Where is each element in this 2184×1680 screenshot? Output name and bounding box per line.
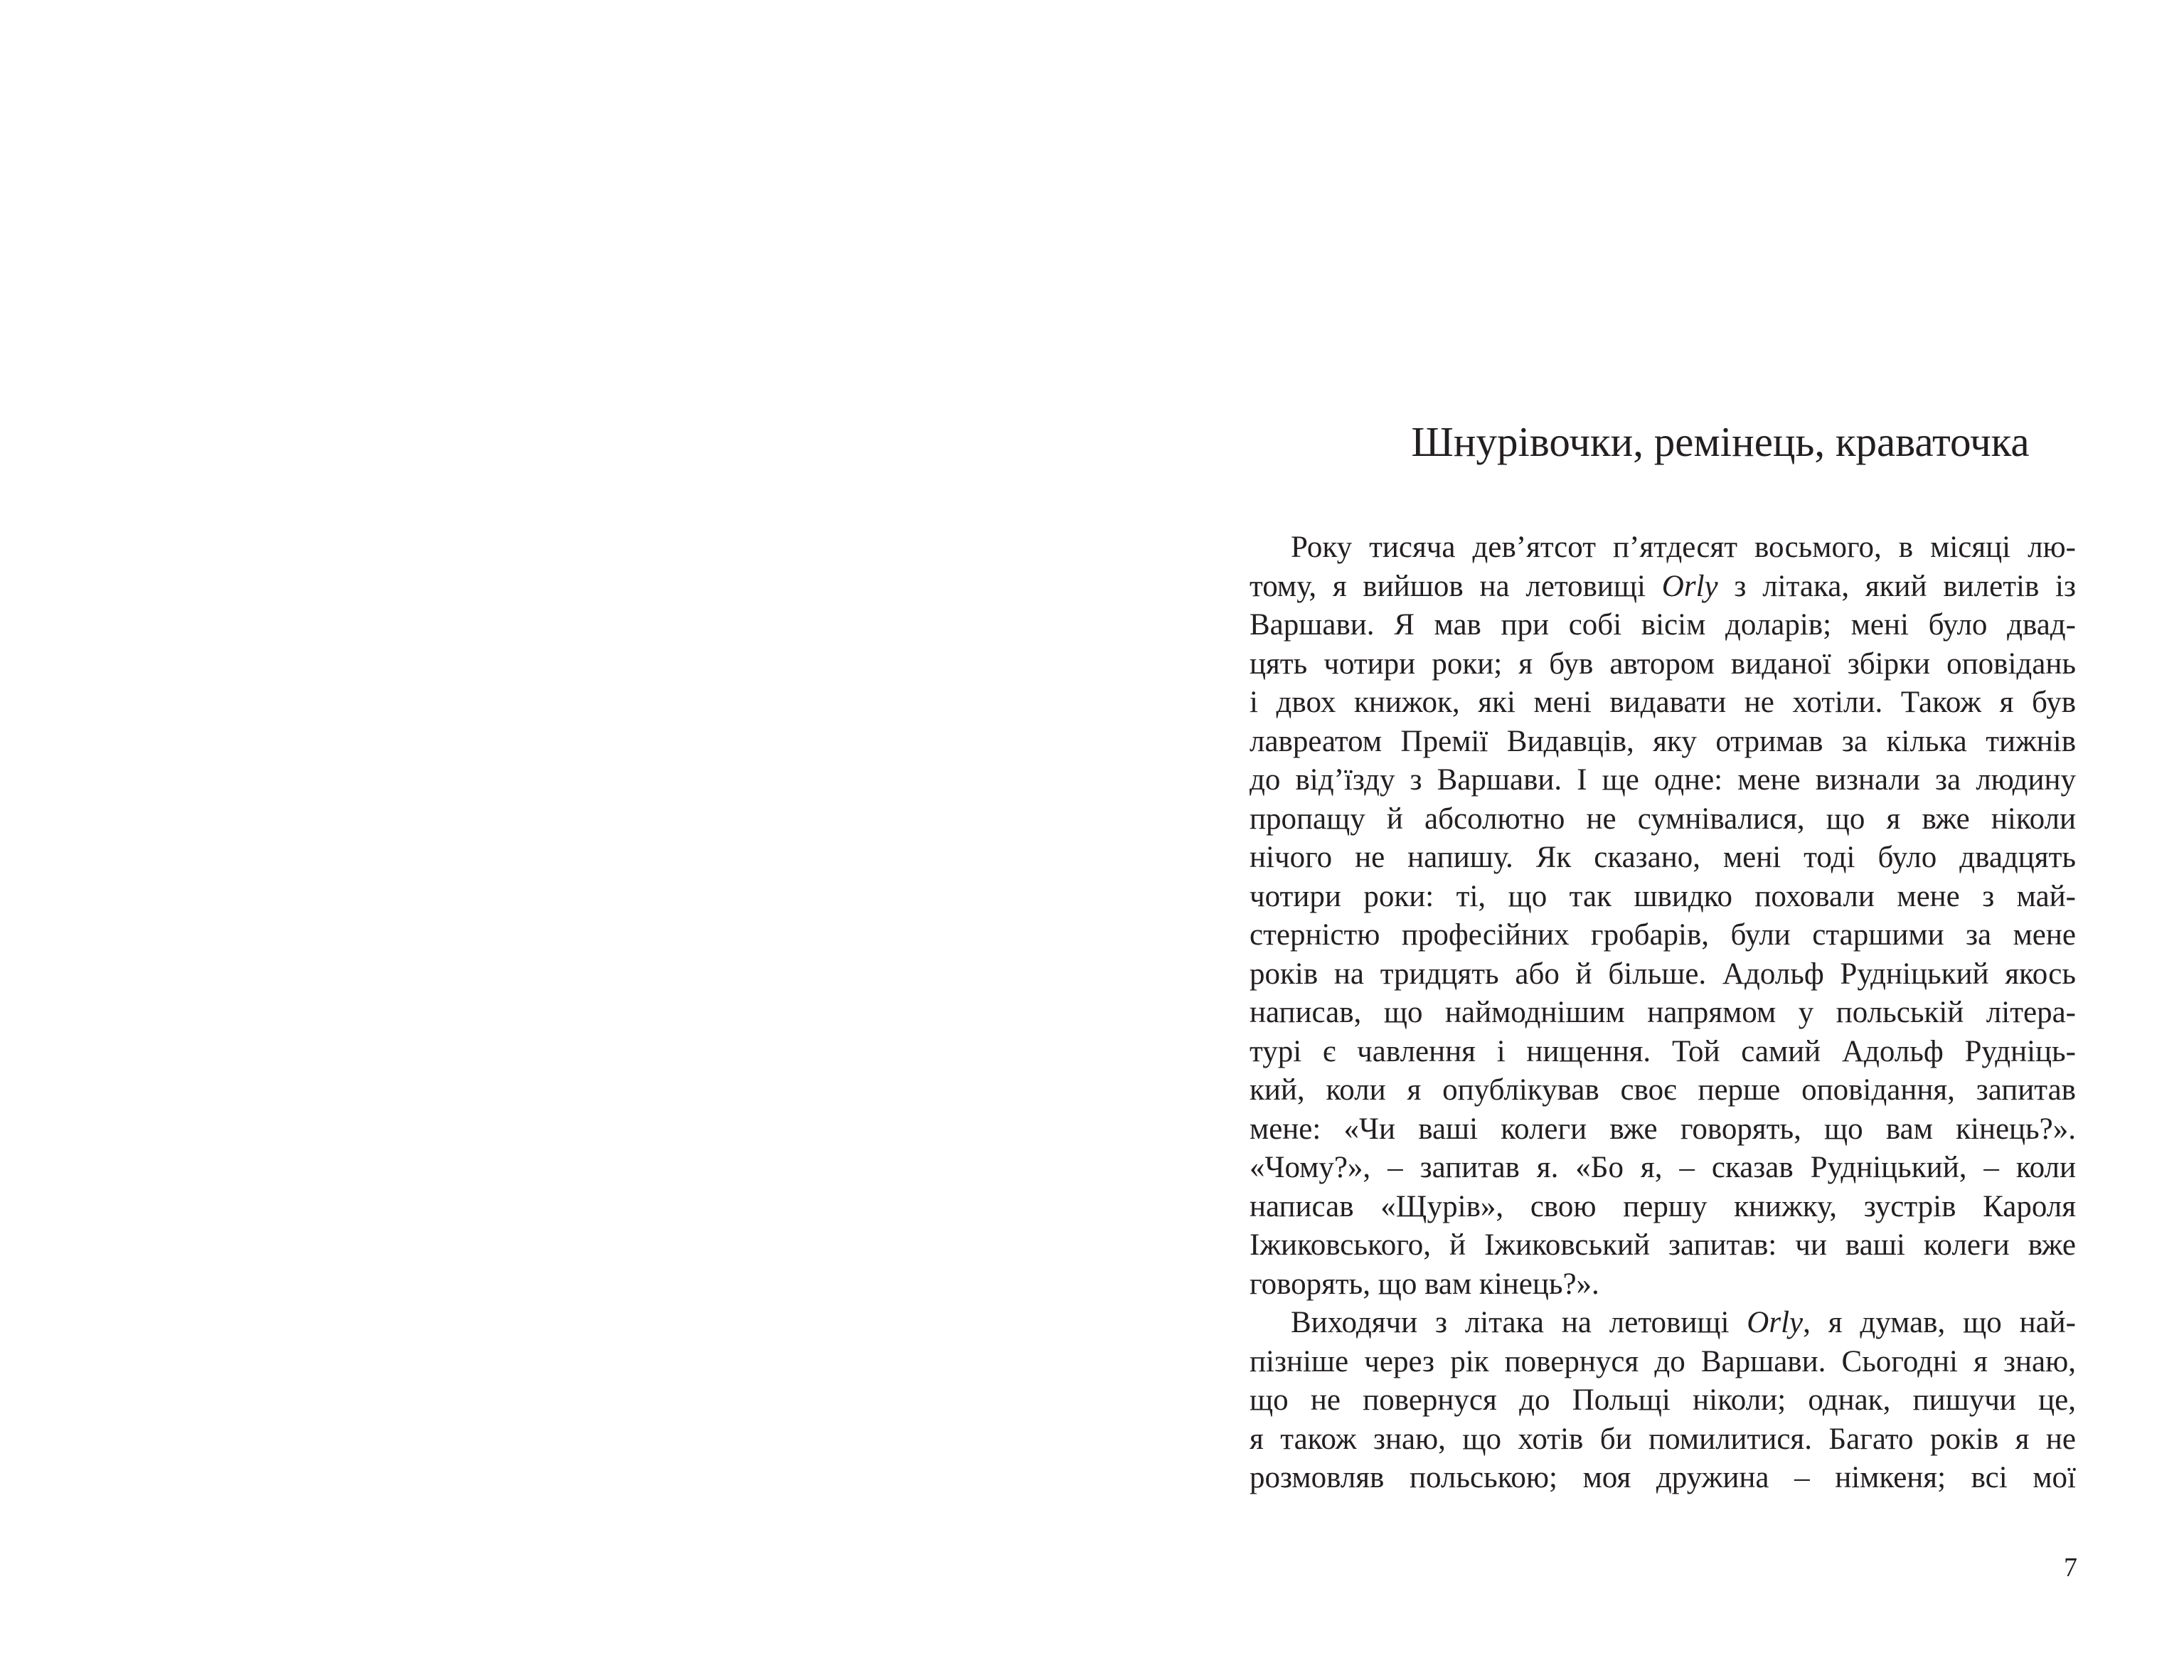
text-line: що не повернуся до Польщі ніколи; однак, пишучи це, [1250, 1383, 2076, 1417]
text-line: турі є чавлення і нищення. Той самий Адольф Рудніць- [1250, 1034, 2076, 1068]
text-line: розмовляв польською; моя дружина – німкеня; всі мої [1250, 1461, 2076, 1494]
text-line: «Чому?», – запитав я. «Бо я, – сказав Рудніцький, – коли [1250, 1151, 2076, 1184]
text-line: кий, коли я опублікував своє перше оповідання, запитав [1250, 1073, 2076, 1107]
text-line: говорять, що вам кінець?». [1250, 1267, 1599, 1301]
text-line: нічого не напишу. Як сказано, мені тоді було двадцять [1250, 841, 2076, 874]
text-line: цять чотири роки; я був автором виданої збірки оповідань [1250, 647, 2076, 681]
body-text [1250, 528, 2076, 1498]
text-line: Іжиковського, й Іжиковський запитав: чи ваші колеги вже [1250, 1228, 2076, 1262]
text-line: написав «Щурів», свою першу книжку, зустрів Кароля [1250, 1189, 2076, 1223]
text-line: мене: «Чи ваші колеги вже говорять, що вам кінець?». [1250, 1112, 2076, 1146]
text-line: стерністю професійних гробарів, були старшими за мене [1250, 918, 2076, 952]
text-line: пізніше через рік повернуся до Варшави. Сьогодні я знаю, [1250, 1344, 2076, 1378]
text-line: написав, що наймоднішим напрямом у польській літера- [1250, 996, 2076, 1029]
text-line: до від’їзду з Варшави. І ще одне: мене визнали за людину [1250, 763, 2076, 797]
text-line: лавреатом Премії Видавців, яку отримав за кілька тижнів [1250, 724, 2076, 758]
page-number: 7 [2064, 1553, 2077, 1583]
text-line: тому, я вийшов на летовищі Orly з літака, який вилетів із [1250, 569, 2076, 603]
text-line: Року тисяча дев’ятсот п’ятдесят восьмого, в місяці лю- [1291, 531, 2076, 564]
text-line: і двох книжок, які мені видавати не хотіли. Також я був [1250, 686, 2076, 719]
right-page [1092, 0, 2184, 1680]
text-line: років на тридцять або й більше. Адольф Рудніцький якось [1250, 957, 2076, 991]
chapter-title: Шнурівочки, ремінець, краваточка [1411, 418, 2030, 465]
text-line: Варшави. Я мав при собі вісім доларів; мені було двад- [1250, 608, 2076, 642]
text-line: пропащу й абсолютно не сумнівалися, що я вже ніколи [1250, 802, 2076, 836]
text-line: Виходячи з літака на летовищі Orly, я думав, що най- [1291, 1306, 2076, 1339]
text-line: я також знаю, що хотів би помилитися. Багато років я не [1250, 1422, 2076, 1456]
text-line: чотири роки: ті, що так швидко поховали мене з май- [1250, 879, 2076, 913]
